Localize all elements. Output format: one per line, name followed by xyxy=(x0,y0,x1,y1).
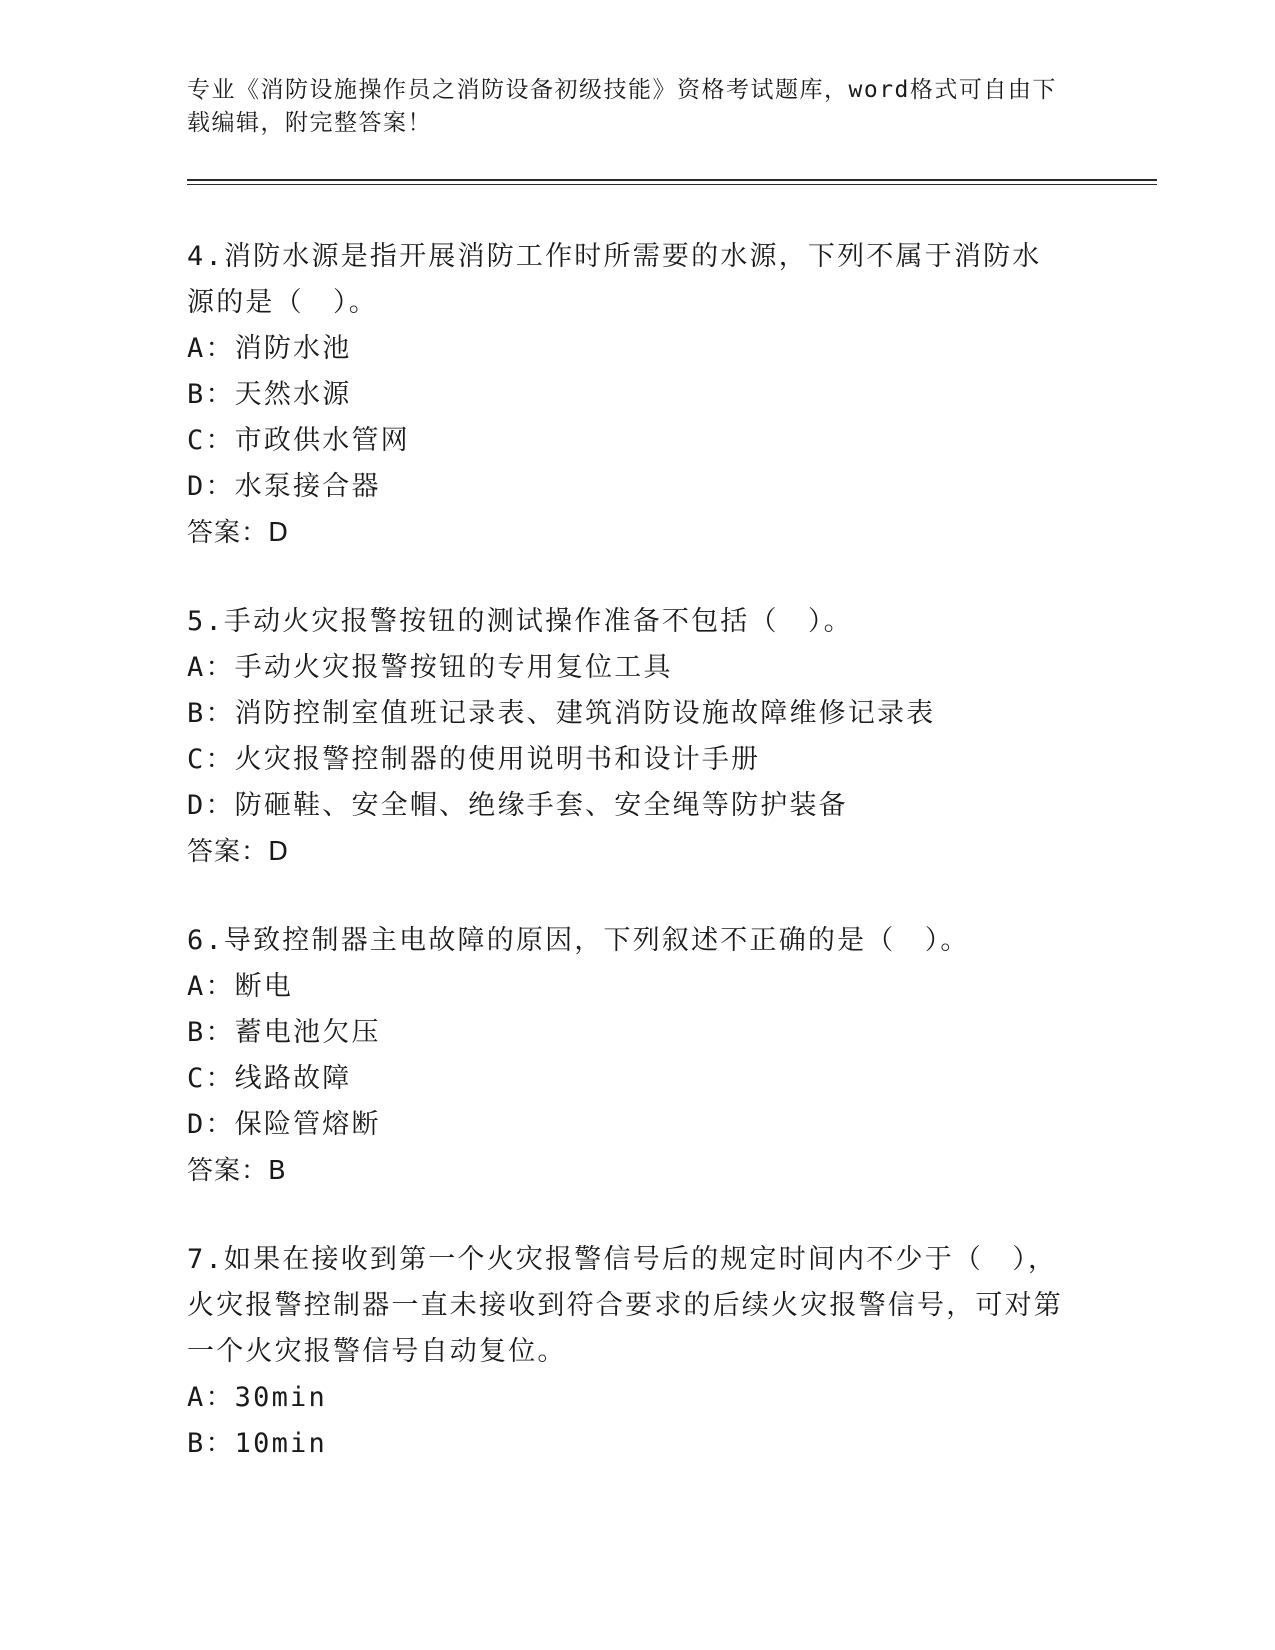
answer-line: 答案：D xyxy=(187,837,290,867)
question-stem: 7.如果在接收到第一个火灾报警信号后的规定时间内不少于（ ），火灾报警控制器一直未接收到符合要求的后续火灾报警信号，可对第一个火灾报警信号自动复位。 xyxy=(187,1244,1063,1367)
question-6 xyxy=(187,918,1067,1194)
page-header: 专业《消防设施操作员之消防设备初级技能》资格考试题库，word格式可自由下载编辑，附完整答案！ xyxy=(187,77,1057,136)
option-a: A：消防水池 xyxy=(187,333,352,364)
option-b: B：消防控制室值班记录表、建筑消防设施故障维修记录表 xyxy=(187,698,936,729)
question-list xyxy=(187,234,1067,1510)
question-stem: 5.手动火灾报警按钮的测试操作准备不包括（ ）。 xyxy=(187,606,853,637)
option-b: B：蓄电池欠压 xyxy=(187,1017,381,1048)
option-a: A：断电 xyxy=(187,971,294,1002)
header-divider-thick xyxy=(187,179,1157,181)
option-c: C：火灾报警控制器的使用说明书和设计手册 xyxy=(187,744,761,775)
question-stem: 6.导致控制器主电故障的原因，下列叙述不正确的是（ ）。 xyxy=(187,925,970,956)
header-divider-thin xyxy=(187,184,1157,185)
question-4 xyxy=(187,234,1067,556)
option-c: C：市政供水管网 xyxy=(187,425,410,456)
option-a: A：手动火灾报警按钮的专用复位工具 xyxy=(187,652,673,683)
question-stem: 4.消防水源是指开展消防工作时所需要的水源，下列不属于消防水源的是（ ）。 xyxy=(187,241,1042,318)
option-d: D：水泵接合器 xyxy=(187,471,381,502)
option-d: D：防砸鞋、安全帽、绝缘手套、安全绳等防护装备 xyxy=(187,790,848,821)
option-b: B：天然水源 xyxy=(187,379,352,410)
question-5 xyxy=(187,599,1067,875)
answer-line: 答案：B xyxy=(187,1156,287,1186)
question-7 xyxy=(187,1237,1067,1467)
option-a: A：30min xyxy=(187,1382,327,1413)
option-c: C：线路故障 xyxy=(187,1063,352,1094)
option-b: B：10min xyxy=(187,1428,327,1459)
answer-line: 答案：D xyxy=(187,518,290,548)
option-d: D：保险管熔断 xyxy=(187,1109,381,1140)
